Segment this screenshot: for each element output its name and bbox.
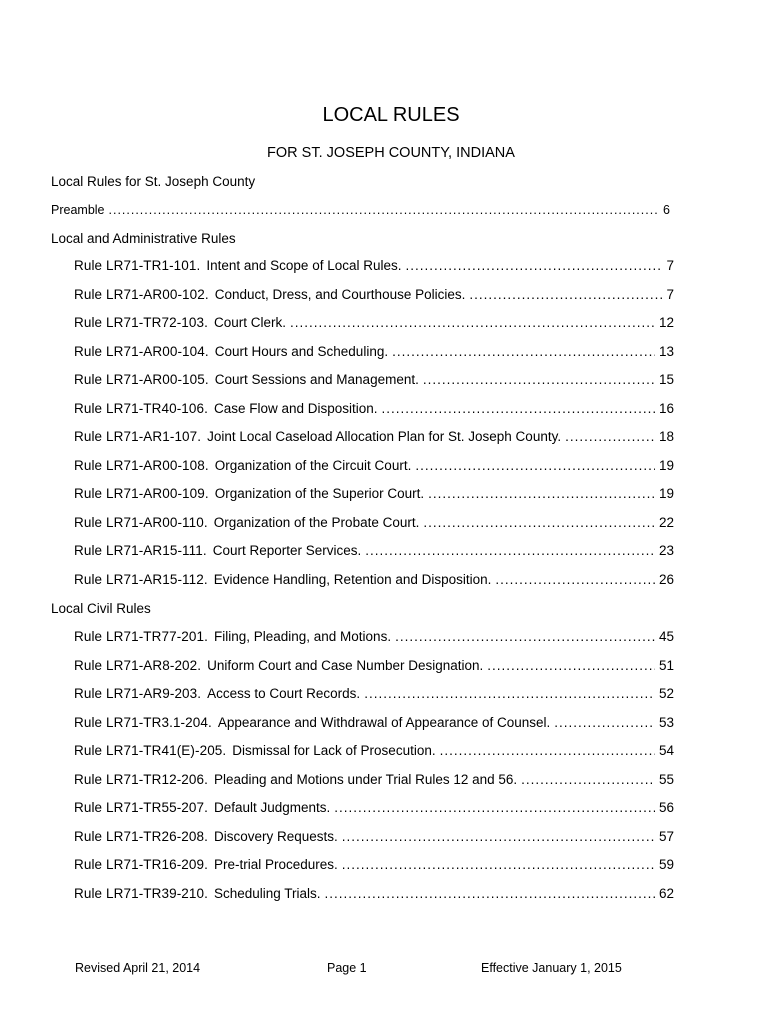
toc-entry-title: Dismissal for Lack of Prosecution. <box>232 743 436 758</box>
section-heading-administrative: Local and Administrative Rules <box>51 231 236 246</box>
dot-leader <box>423 515 655 530</box>
toc-entry-page: 7 <box>666 286 674 302</box>
toc-entry[interactable] <box>74 800 674 815</box>
toc-entry-page: 59 <box>658 857 674 872</box>
dot-leader <box>382 401 655 416</box>
toc-entry[interactable] <box>74 886 674 901</box>
toc-entry-number: Rule LR71-TR3.1-204. <box>74 714 212 730</box>
dot-leader <box>565 429 655 444</box>
toc-entry-number: Rule LR71-AR9-203. <box>74 686 202 701</box>
toc-entry[interactable] <box>74 629 674 644</box>
dot-leader <box>364 686 655 701</box>
toc-entry-page: 23 <box>658 543 674 558</box>
toc-entry-title: Pre-trial Procedures. <box>213 857 338 872</box>
toc-entry-title: Conduct, Dress, and Courthouse Policies. <box>214 286 466 302</box>
dot-leader <box>365 543 655 558</box>
toc-entry-number: Rule LR71-AR00-104. <box>74 343 209 359</box>
toc-entry-page: 56 <box>658 800 674 815</box>
dot-leader <box>395 629 655 644</box>
toc-entry[interactable] <box>74 515 674 530</box>
toc-entry[interactable] <box>74 572 674 587</box>
dot-leader <box>521 772 655 787</box>
toc-entry-title: Evidence Handling, Retention and Disposition. <box>213 571 492 587</box>
dot-leader <box>406 258 663 273</box>
toc-entry-page: 15 <box>658 372 674 387</box>
toc-entry-number: Rule LR71-AR00-109. <box>74 486 209 501</box>
toc-entry-title: Appearance and Withdrawal of Appearance of Counsel. <box>217 714 551 730</box>
document-subtitle: FOR ST. JOSEPH COUNTY, INDIANA <box>267 145 515 161</box>
toc-entry-number: Rule LR71-AR00-108. <box>74 457 209 473</box>
toc-entry-number: Rule LR71-AR00-102. <box>74 286 209 302</box>
toc-entry-number: Rule LR71-AR15-112. <box>74 571 208 587</box>
toc-entry-title: Preamble <box>51 203 105 217</box>
toc-entry-title: Organization of the Circuit Court. <box>214 457 412 473</box>
toc-entry-number: Rule LR71-TR40-106. <box>74 400 208 416</box>
toc-entry-title: Uniform Court and Case Number Designation. <box>207 657 484 673</box>
footer-effective: Effective January 1, 2015 <box>481 961 622 975</box>
toc-entry[interactable] <box>74 829 674 844</box>
toc-entry-page: 19 <box>658 486 674 501</box>
footer-page-number: Page 1 <box>327 961 367 975</box>
dot-leader <box>554 715 655 730</box>
toc-entry[interactable] <box>74 486 674 501</box>
toc-entry-title: Intent and Scope of Local Rules. <box>206 258 402 273</box>
toc-entry-number: Rule LR71-AR00-105. <box>74 372 209 387</box>
dot-leader <box>325 886 655 901</box>
toc-entry-page: 7 <box>666 258 674 273</box>
dot-leader <box>440 743 655 758</box>
toc-entry-title: Default Judgments. <box>213 800 331 815</box>
toc-entry-title: Joint Local Caseload Allocation Plan for St. Joseph County. <box>207 429 562 444</box>
toc-entry-number: Rule LR71-TR16-209. <box>74 857 208 872</box>
dot-leader <box>423 372 655 387</box>
toc-entry-number: Rule LR71-AR00-110. <box>74 514 208 530</box>
toc-entry-number: Rule LR71-TR77-201. <box>74 629 208 644</box>
toc-entry[interactable] <box>74 743 674 758</box>
toc-entry-number: Rule LR71-TR55-207. <box>74 800 208 815</box>
toc-entry[interactable] <box>74 458 674 473</box>
toc-entry-page: 53 <box>658 714 674 730</box>
toc-entry[interactable] <box>74 686 674 701</box>
toc-entry-page: 54 <box>658 743 674 758</box>
dot-leader <box>334 800 655 815</box>
toc-entry-number: Rule LR71-AR1-107. <box>74 429 202 444</box>
toc-entry-page: 52 <box>658 686 674 701</box>
toc-entry-title: Court Reporter Services. <box>212 543 362 558</box>
toc-entry[interactable] <box>74 258 674 273</box>
toc-entry[interactable] <box>74 857 674 872</box>
dot-leader <box>487 658 655 673</box>
toc-entry[interactable] <box>74 429 674 444</box>
toc-entry-page: 26 <box>658 571 674 587</box>
toc-entry-number: Rule LR71-TR1-101. <box>74 258 201 273</box>
toc-entry-number: Rule LR71-AR15-111. <box>74 543 207 558</box>
toc-heading: Local Rules for St. Joseph County <box>51 174 256 189</box>
toc-entry-page: 22 <box>658 514 674 530</box>
footer-revised: Revised April 21, 2014 <box>75 961 201 975</box>
toc-entry-page: 6 <box>663 203 670 217</box>
dot-leader <box>428 486 655 501</box>
toc-entry-page: 45 <box>658 629 674 644</box>
toc-entry-page: 55 <box>658 771 674 787</box>
document-title: LOCAL RULES <box>322 104 460 126</box>
toc-entry[interactable] <box>74 315 674 330</box>
toc-entry-number: Rule LR71-TR39-210. <box>74 885 208 901</box>
toc-entry[interactable] <box>74 344 674 359</box>
toc-entry[interactable] <box>74 543 674 558</box>
toc-entry-title: Case Flow and Disposition. <box>213 400 378 416</box>
toc-entry-title: Court Hours and Scheduling. <box>214 343 389 359</box>
dot-leader <box>415 458 655 473</box>
toc-entry-title: Pleading and Motions under Trial Rules 12 and 56. <box>213 771 518 787</box>
toc-entry-title: Court Sessions and Management. <box>214 372 419 387</box>
toc-entry[interactable] <box>74 372 674 387</box>
toc-entry[interactable] <box>74 287 674 302</box>
dot-leader <box>342 857 655 872</box>
toc-entry-preamble[interactable] <box>51 203 670 217</box>
toc-entry[interactable] <box>74 715 674 730</box>
toc-entry-page: 62 <box>658 885 674 901</box>
dot-leader <box>392 344 655 359</box>
toc-entry-number: Rule LR71-TR26-208. <box>74 828 208 844</box>
toc-entry-number: Rule LR71-TR72-103. <box>74 315 208 330</box>
toc-entry-page: 13 <box>658 343 674 359</box>
toc-entry-page: 19 <box>658 457 674 473</box>
section-heading-civil: Local Civil Rules <box>51 601 151 616</box>
toc-entry-page: 16 <box>658 400 674 416</box>
toc-entry-number: Rule LR71-AR8-202. <box>74 657 202 673</box>
toc-entry[interactable] <box>74 658 674 673</box>
toc-entry-page: 51 <box>658 657 674 673</box>
toc-entry-page: 57 <box>658 828 674 844</box>
toc-entry-title: Organization of the Probate Court. <box>213 514 420 530</box>
toc-entry-page: 12 <box>658 315 674 330</box>
toc-entry-title: Scheduling Trials. <box>213 885 321 901</box>
toc-entry[interactable] <box>74 772 674 787</box>
dot-leader <box>109 203 660 217</box>
toc-entry-title: Filing, Pleading, and Motions. <box>213 629 392 644</box>
toc-entry-title: Court Clerk. <box>213 315 286 330</box>
dot-leader <box>290 315 655 330</box>
toc-entry-title: Discovery Requests. <box>213 828 338 844</box>
toc-entry-title: Organization of the Superior Court. <box>214 486 425 501</box>
dot-leader <box>495 572 655 587</box>
toc-entry[interactable] <box>74 401 674 416</box>
toc-entry-page: 18 <box>658 429 674 444</box>
dot-leader <box>342 829 655 844</box>
dot-leader <box>469 287 662 302</box>
toc-entry-number: Rule LR71-TR12-206. <box>74 771 208 787</box>
toc-entry-number: Rule LR71-TR41(E)-205. <box>74 743 227 758</box>
toc-entry-title: Access to Court Records. <box>207 686 361 701</box>
